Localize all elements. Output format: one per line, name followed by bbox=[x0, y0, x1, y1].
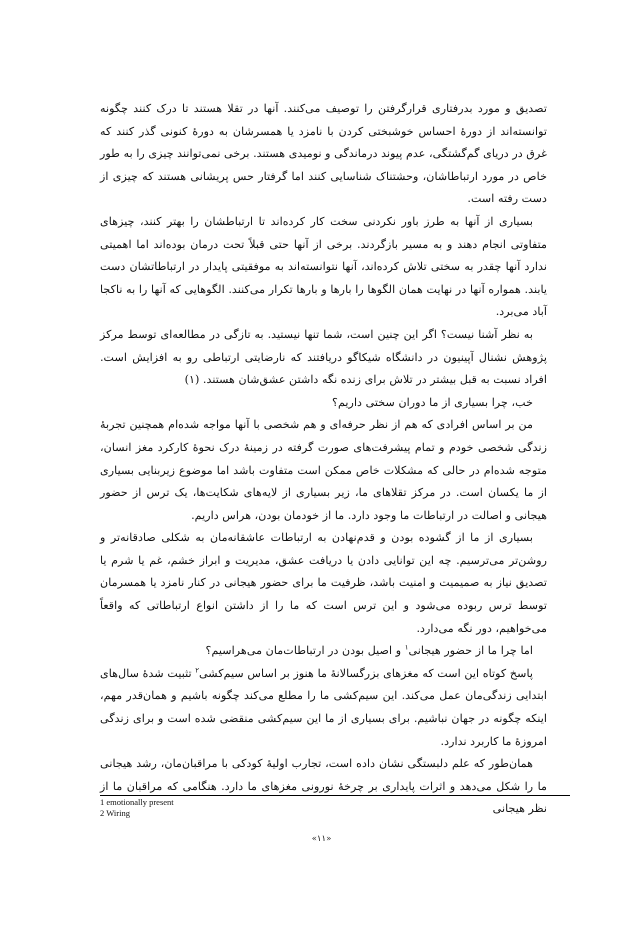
paragraph-text: خب، چرا بسیاری از ما دوران سختی داریم؟ bbox=[332, 395, 533, 409]
footnote-2: 2 Wiring bbox=[100, 808, 130, 818]
paragraph-3 bbox=[100, 324, 547, 392]
footnotes bbox=[100, 797, 174, 819]
paragraph-6 bbox=[100, 527, 547, 640]
paragraph-text: من بر اساس افرادی که هم از نظر حرفه‌ای و هم شخصی با آنها مواجه شده‌ام همچنین تجربهٔ زندگی شخصی خودم و تمام پیشرفت‌های صورت گرفته در زمینهٔ درک نحوهٔ کارکرد مغز انسان، متوجه شده‌ام در حالی که مشکلات خاص ممکن است متفاوت باشد اما موضوع زیربنایی بسیاری از ما یکسان است. در مرکز تقلاهای ما، زیر بسیاری از لایه‌های شکایت‌ها، یک ترس از حضور هیجانی و اصالت در ارتباطات ما وجود دارد. ما از خودمان بودن، هراس داریم. bbox=[100, 418, 547, 522]
footnote-marker-2: ۲ bbox=[195, 666, 199, 675]
paragraph-text: پاسخ کوتاه این است که مغزهای بزرگسالانهٔ ما هنوز بر اساس سیم‌کشی bbox=[198, 666, 533, 680]
paragraph-text-continued: و اصیل بودن در ارتباطات‌مان می‌هراسیم؟ bbox=[205, 644, 405, 658]
paragraph-text: اما چرا ما از حضور هیجانی bbox=[408, 644, 533, 658]
page-number: «۱۱» bbox=[311, 834, 332, 844]
footnote-divider bbox=[100, 795, 570, 796]
paragraph-2 bbox=[100, 211, 547, 324]
paragraph-text-continued: تثبیت شدهٔ سال‌های ابتدایی زندگی‌مان عمل می‌کند. این سیم‌کشی ما را مطلع می‌کند چگونه باشیم و همان‌قدر مهم، اینکه چگونه در جهان نباشیم. برای بسیاری از ما این سیم‌کشی منقضی شده است و برای زندگی امروزهٔ ما کاربرد ندارد. bbox=[100, 666, 547, 748]
body-text bbox=[100, 98, 547, 821]
paragraph-1 bbox=[100, 98, 547, 211]
paragraph-7 bbox=[100, 640, 547, 663]
paragraph-text: بسیاری از آنها به طرز باور نکردنی سخت کار کرده‌اند تا ارتباطشان را بهتر کنند، چیزهای متفاوتی انجام دهند و به مسیر بازگردند. برخی از آنها حتی قبلاً تحت درمان بوده‌اند اما اهمیتی ندارد آنها چقدر به سختی تلاش کرده‌اند، آنها نتوانسته‌اند به موفقیتی پایدار در ارتباطاتشان دست یابند. همواره آنها در نهایت همان الگوها را بارها و بارها تکرار می‌کنند. الگوهایی که آنها را به ناکجا آباد می‌برد. bbox=[100, 214, 547, 319]
footnote-1: 1 emotionally present bbox=[100, 797, 174, 807]
paragraph-text: تصدیق و مورد بدرفتاری قرارگرفتن را توصیف می‌کنند. آنها در تقلا هستند تا درک کنند چگونه توانسته‌اند از دورهٔ احساس خوشبختی کردن با نامزد یا همسرشان به دورهٔ کنونی گذر کنند که غرق در دریای گم‌گشتگی، عدم پیوند درماندگی و نومیدی هستند. برخی نمی‌توانند چیزی را به طور خاص در مورد ارتباطاشان، وحشتناک شناسایی کنند اما گرفتار حس پریشانی هستند که چیزی از دست رفته است. bbox=[100, 102, 547, 206]
paragraph-text: به نظر آشنا نیست؟ اگر این چنین است، شما تنها نیستید. به تازگی در مطالعه‌ای توسط مرکز پژوهش نشنال آپینیون در دانشگاه شیکاگو دریافتند که نارضایتی ارتباطی رو به افزایش است. افراد نسبت به قبل بیشتر در تلاش برای زنده نگه داشتن عشق‌شان هستند. (۱) bbox=[100, 327, 547, 387]
paragraph-5 bbox=[100, 414, 547, 527]
paragraph-8 bbox=[100, 663, 547, 753]
paragraph-text: همان‌طور که علم دلبستگی نشان داده است، تجارب اولیهٔ کودکی با مراقبان‌مان، رشد هیجانی ما را شکل می‌دهد و اثرات پایداری بر چرخهٔ نورونی مغزهای ما دارد. هنگامی که مراقبان ما از نظر هیجانی bbox=[100, 757, 547, 816]
footnote-marker-1: ۱ bbox=[404, 643, 409, 652]
paragraph-4 bbox=[100, 392, 547, 415]
paragraph-text: بسیاری از ما از گشوده بودن و قدم‌نهادن به ارتباطات عاشقانه‌مان به شکلی صادقانه‌تر و روشن‌تر می‌ترسیم. چه این توانایی دادن یا دریافت عشق، مدیریت و ابراز خشم، غم یا شرم یا تصدیق نیاز به صمیمیت و امنیت باشد، ظرفیت ما برای حضور هیجانی در کنار نامزد یا همسرمان توسط ترس ربوده می‌شود و این ترس است که ما را از داشتن انواع ارتباطاتی که واقعاً می‌خواهیم، دور نگه می‌دارد. bbox=[100, 531, 547, 635]
